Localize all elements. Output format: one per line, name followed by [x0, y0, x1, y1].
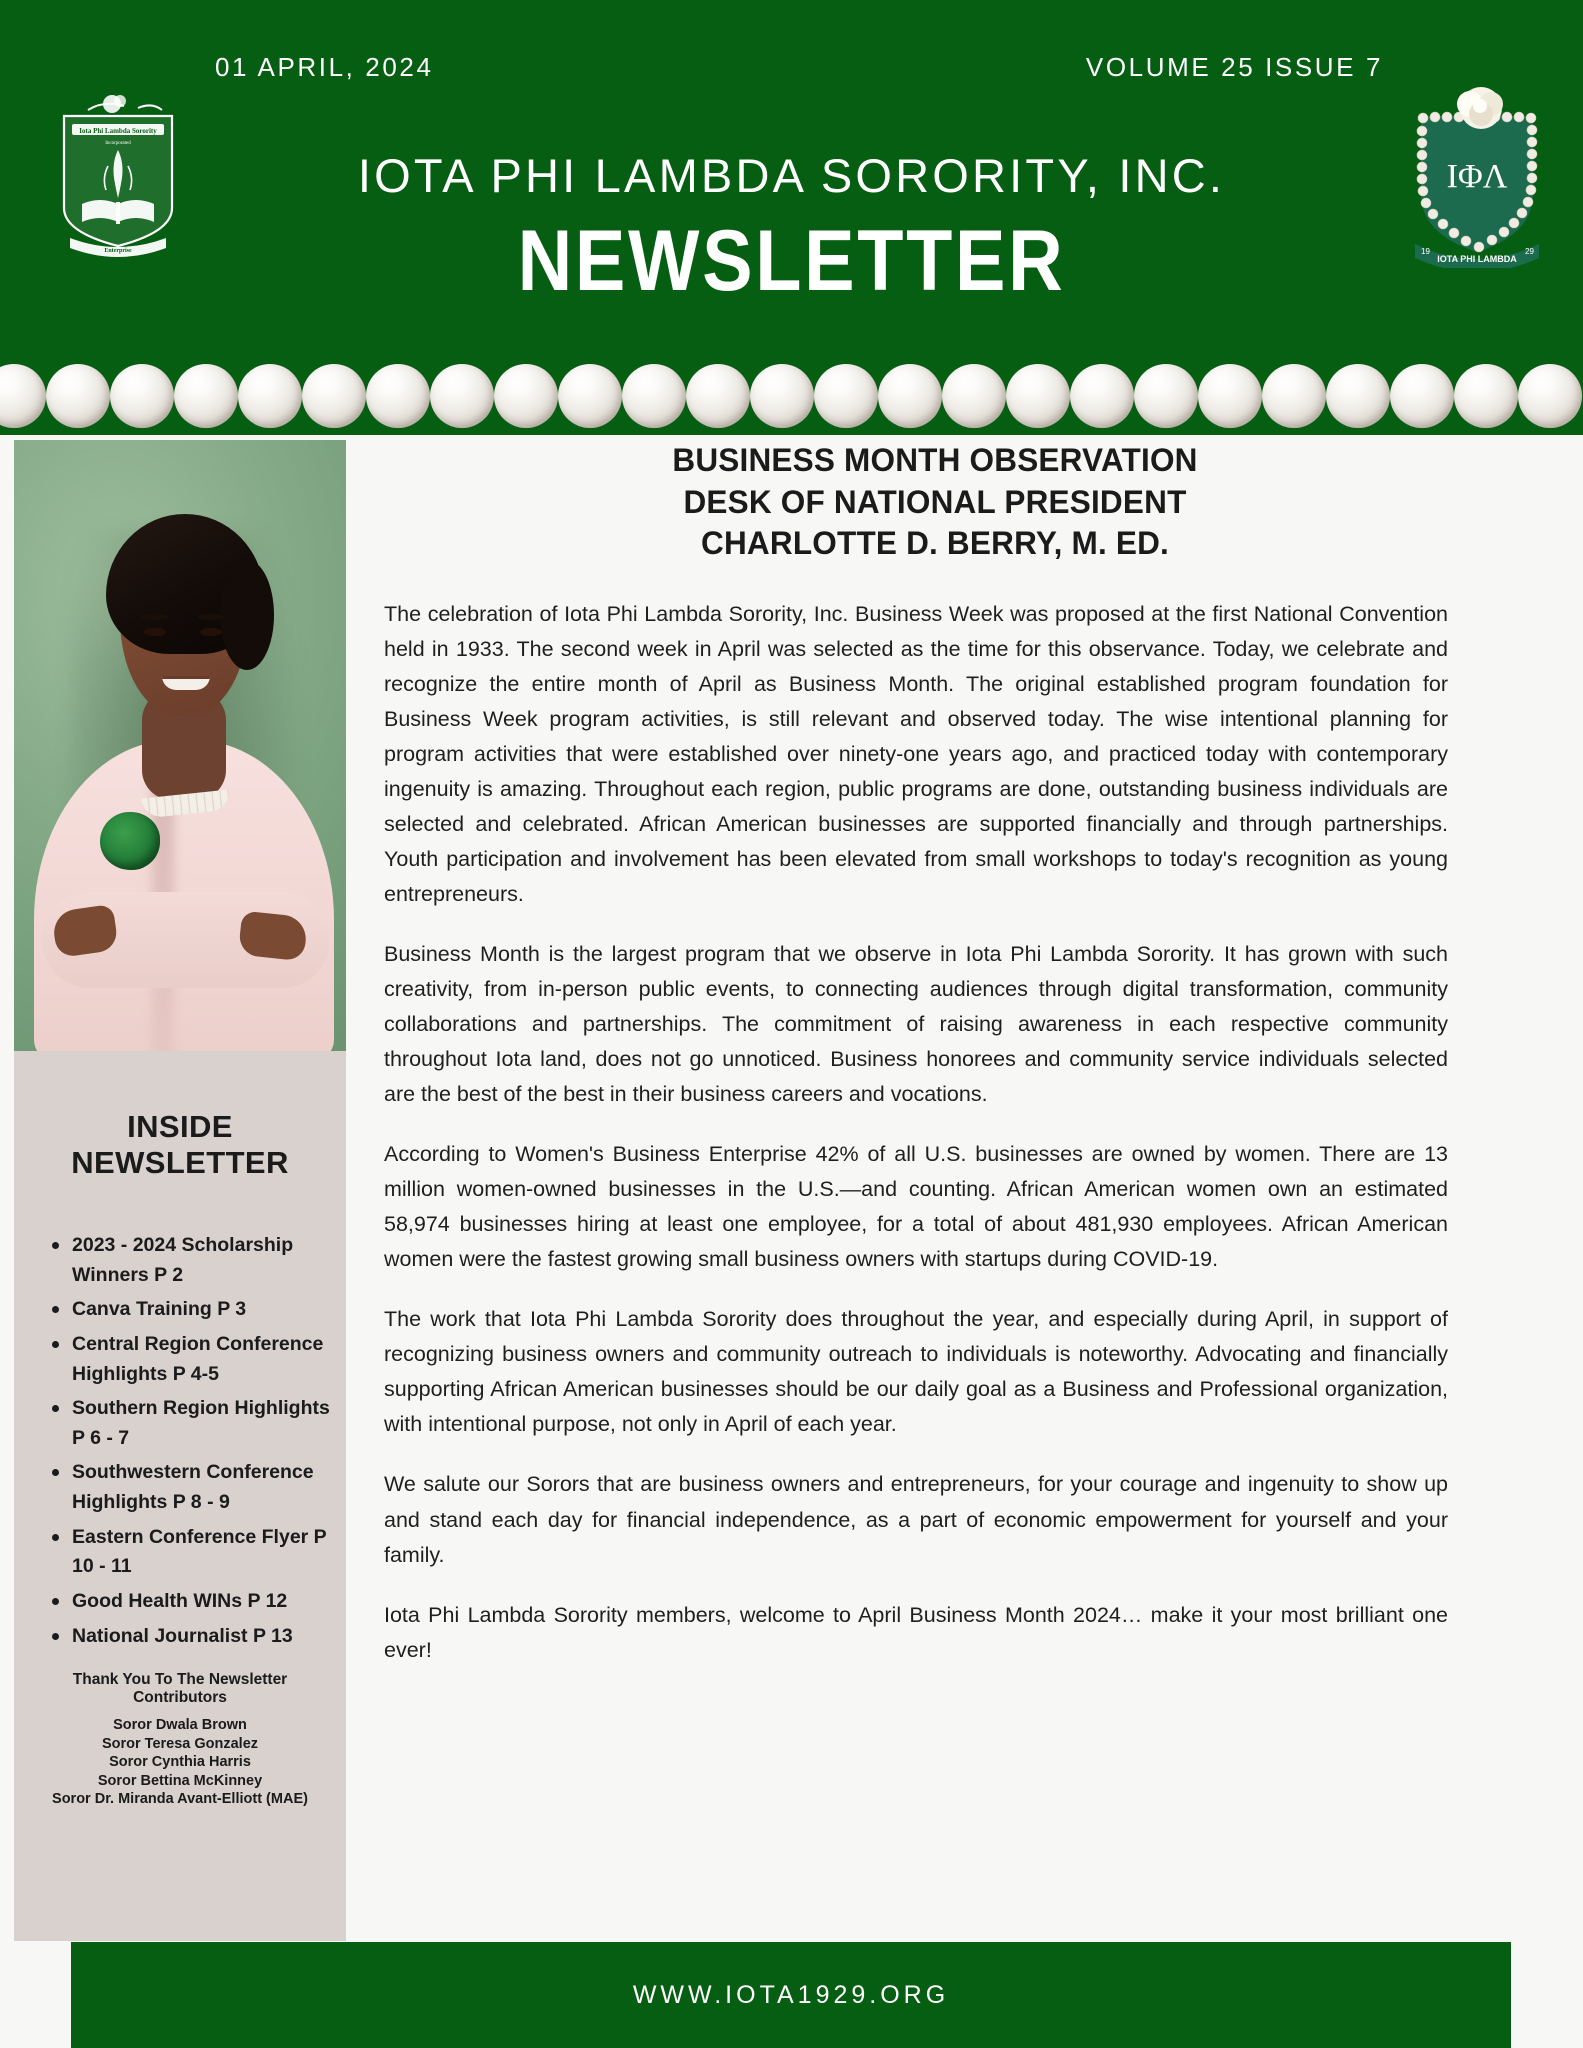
article-paragraph: We salute our Sorors that are business owners and entrepreneurs, for your courage and ingenuity to show up and stand each day for financial independence, as a part of economic empowerment for yourself and your family.	[384, 1472, 1448, 1567]
svg-text:Iota Phi Lambda Sorority: Iota Phi Lambda Sorority	[79, 127, 157, 135]
list-item[interactable]: Eastern Conference Flyer P 10 - 11	[52, 1523, 330, 1582]
pearl-bead	[494, 364, 558, 428]
pearl-bead	[0, 364, 46, 428]
pearl-bead	[1006, 364, 1070, 428]
list-item[interactable]: 2023 - 2024 Scholarship Winners P 2	[52, 1231, 330, 1290]
volume-issue: VOLUME 25 ISSUE 7	[1085, 52, 1383, 82]
article-paragraph: The work that Iota Phi Lambda Sorority does throughout the year, and especially during April, in support of recognizing business owners and community outreach to individuals is noteworthy. Advocating and financially supporting African American businesses should be our daily goal as a Business and Professional organization, with intentional purpose, not only in April of each year.	[384, 1307, 1448, 1437]
pearl-bead	[942, 364, 1006, 428]
portrait-hair-side	[220, 560, 274, 670]
article-paragraph: According to Women's Business Enterprise 42% of all U.S. businesses are owned by women. There are 13 million women-owned businesses in the U.S.—and counting. African American women own an estimated 58,974 businesses hiring at least one employee, for a total of about 481,930 employees. African American women were the fastest growing small business owners with startups during COVID-19.	[384, 1142, 1448, 1272]
portrait-brow-left	[141, 614, 169, 620]
pearl-bead	[430, 364, 494, 428]
pearl-bead	[46, 364, 110, 428]
pearl-bead	[238, 364, 302, 428]
list-item: Soror Bettina McKinney	[97, 1772, 263, 1789]
pearl-bead	[1390, 364, 1454, 428]
article-headings	[360, 440, 1510, 565]
list-item[interactable]: Southern Region Highlights P 6 - 7	[52, 1394, 330, 1453]
newsletter-footer	[71, 1942, 1511, 2048]
sidebar-heading: INSIDE NEWSLETTER	[71, 1109, 289, 1180]
newsletter-header	[0, 0, 1583, 357]
svg-text:29: 29	[1525, 247, 1534, 256]
article-title: BUSINESS MONTH OBSERVATION	[672, 442, 1198, 478]
list-item: Soror Cynthia Harris	[109, 1754, 251, 1771]
pearl-bead	[750, 364, 814, 428]
president-portrait-photo	[14, 440, 346, 1051]
pearl-divider	[0, 357, 1583, 435]
svg-text:Incorporated: Incorporated	[105, 141, 131, 146]
list-item: Soror Dwala Brown	[113, 1717, 247, 1734]
list-item[interactable]: Southwestern Conference Highlights P 8 - 9	[52, 1458, 330, 1517]
svg-text:19: 19	[1421, 247, 1430, 256]
greek-letters-label: ΙΦΛ	[1446, 158, 1508, 195]
portrait-eye-right	[200, 628, 222, 636]
pearl-bead	[686, 364, 750, 428]
table-of-contents	[30, 1231, 330, 1651]
article-paragraph: Business Month is the largest program that we observe in Iota Phi Lambda Sorority. It has grown with such creativity, from in-person public events, to connecting audiences through digital transformation, community collaborations and partnerships. The commitment of raising awareness in each respective community throughout Iota land, does not go unnoticed. Business honorees and community service individuals selected are the best of the best in their business careers and vocations.	[384, 942, 1448, 1107]
list-item[interactable]: Good Health WINs P 12	[52, 1587, 330, 1617]
article-subtitle: DESK OF NATIONAL PRESIDENT	[683, 483, 1187, 520]
pearl-bead	[1326, 364, 1390, 428]
inside-newsletter-sidebar	[14, 1051, 346, 1941]
list-item: Soror Teresa Gonzalez	[101, 1735, 259, 1752]
list-item[interactable]: National Journalist P 13	[52, 1622, 330, 1652]
pearl-bead	[1134, 364, 1198, 428]
portrait-brow-right	[197, 614, 225, 620]
pearl-bead	[1198, 364, 1262, 428]
article-paragraph: Iota Phi Lambda Sorority members, welcome to April Business Month 2024… make it your most brilliant one ever!	[384, 1602, 1448, 1662]
list-item: Soror Dr. Miranda Avant-Elliott (MAE)	[52, 1791, 308, 1808]
article-author: CHARLOTTE D. BERRY, M. ED.	[700, 525, 1169, 562]
svg-text:IOTA PHI LAMBDA: IOTA PHI LAMBDA	[1437, 254, 1517, 264]
page-title: NEWSLETTER	[517, 213, 1066, 309]
contributors-list	[30, 1716, 330, 1809]
pearl-bead	[1518, 364, 1582, 428]
pearl-bead	[1262, 364, 1326, 428]
portrait-eye-left	[144, 628, 166, 636]
website-url[interactable]: WWW.IOTA1929.ORG	[632, 1980, 950, 2009]
pearl-bead	[302, 364, 366, 428]
issue-date: 01 APRIL, 2024	[215, 52, 434, 82]
article-paragraph: The celebration of Iota Phi Lambda Sorority, Inc. Business Week was proposed at the first National Convention held in 1933. The second week in April was selected as the time for this observance. Today, we celebrate and recognize the entire month of April as Business Month. The original established program foundation for Business Week program activities, is still relevant and observed today. The wise intentional planning for program activities that were established over ninety-one years ago, and practiced today with contemporary ingenuity is amazing. Throughout each region, public programs are done, outstanding business individuals are selected and celebrated. African American businesses are supported financially and through partnerships. Youth participation and involvement has been elevated from small workshops to today's recognition as young entrepreneurs.	[384, 601, 1448, 907]
pearl-bead	[622, 364, 686, 428]
pearl-bead	[174, 364, 238, 428]
portrait-green-flower-pin	[100, 812, 160, 870]
pearl-bead	[814, 364, 878, 428]
list-item[interactable]: Canva Training P 3	[52, 1295, 330, 1325]
pearl-bead	[558, 364, 622, 428]
sorority-shield-icon	[1391, 82, 1563, 268]
contributors-heading: Thank You To The Newsletter Contributors	[72, 1671, 288, 1707]
list-item[interactable]: Central Region Conference Highlights P 4-5	[52, 1330, 330, 1389]
svg-text:Enterprise: Enterprise	[104, 248, 132, 254]
pearl-bead	[1070, 364, 1134, 428]
founders-crest-icon	[42, 86, 194, 258]
organization-name: IOTA PHI LAMBDA SORORITY, INC.	[357, 149, 1226, 202]
pearl-bead	[878, 364, 942, 428]
pearl-bead	[110, 364, 174, 428]
article-body	[360, 597, 1510, 1668]
main-article	[360, 440, 1510, 1668]
portrait-smile	[162, 676, 210, 690]
pearl-bead	[1454, 364, 1518, 428]
pearl-bead	[366, 364, 430, 428]
